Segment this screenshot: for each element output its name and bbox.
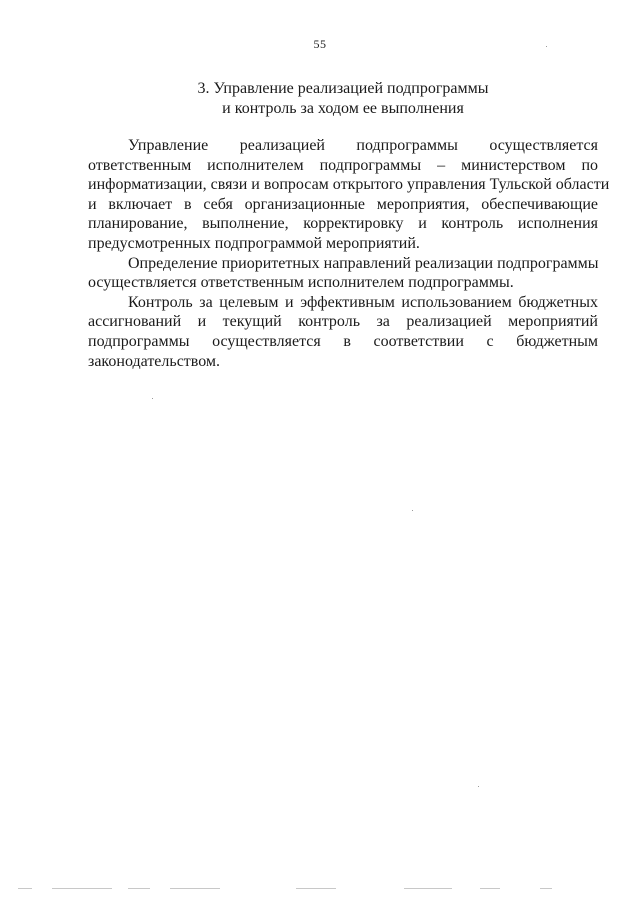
scan-speck: [478, 786, 479, 787]
page-number: 55: [313, 37, 327, 51]
paragraph-management: [88, 136, 610, 254]
section-title: [88, 78, 598, 117]
paragraph-line: предусмотренных подпрограммой мероприятий.: [88, 234, 420, 252]
paragraph-line: ассигнований и текущий контроль за реализацией мероприятий: [88, 313, 598, 331]
paragraph-line: информатизации, связи и вопросам открытого управления Тульской области: [88, 176, 610, 194]
paragraph-line: планирование, выполнение, корректировку и контроль исполнения: [88, 215, 598, 233]
paragraph-line: и включает в себя организационные мероприятия, обеспечивающие: [88, 195, 598, 213]
scan-speck: [546, 46, 547, 47]
scan-edge-artifacts: [0, 888, 640, 892]
paragraph-line: Контроль за целевым и эффективным использованием бюджетных: [128, 293, 598, 311]
paragraph-line: Определение приоритетных направлений реализации подпрограммы: [128, 254, 599, 272]
section-title-line-1: 3. Управление реализацией подпрограммы: [197, 80, 489, 97]
paragraph-line: Управление реализацией подпрограммы осуществляется: [128, 137, 598, 154]
paragraph-line: ответственным исполнителем подпрограммы – министерством по: [88, 156, 598, 174]
scan-speck: [412, 510, 413, 511]
paragraph-line: законодательством.: [88, 352, 221, 370]
document-body: [88, 136, 610, 371]
section-title-line-2: и контроль за ходом ее выполнения: [222, 99, 464, 117]
paragraph-control: [88, 293, 598, 371]
paragraph-priorities: [88, 254, 598, 293]
paragraph-line: осуществляется ответственным исполнителем подпрограммы.: [88, 274, 514, 292]
scan-speck: [152, 398, 153, 399]
paragraph-line: подпрограммы осуществляется в соответствии с бюджетным: [88, 332, 598, 350]
